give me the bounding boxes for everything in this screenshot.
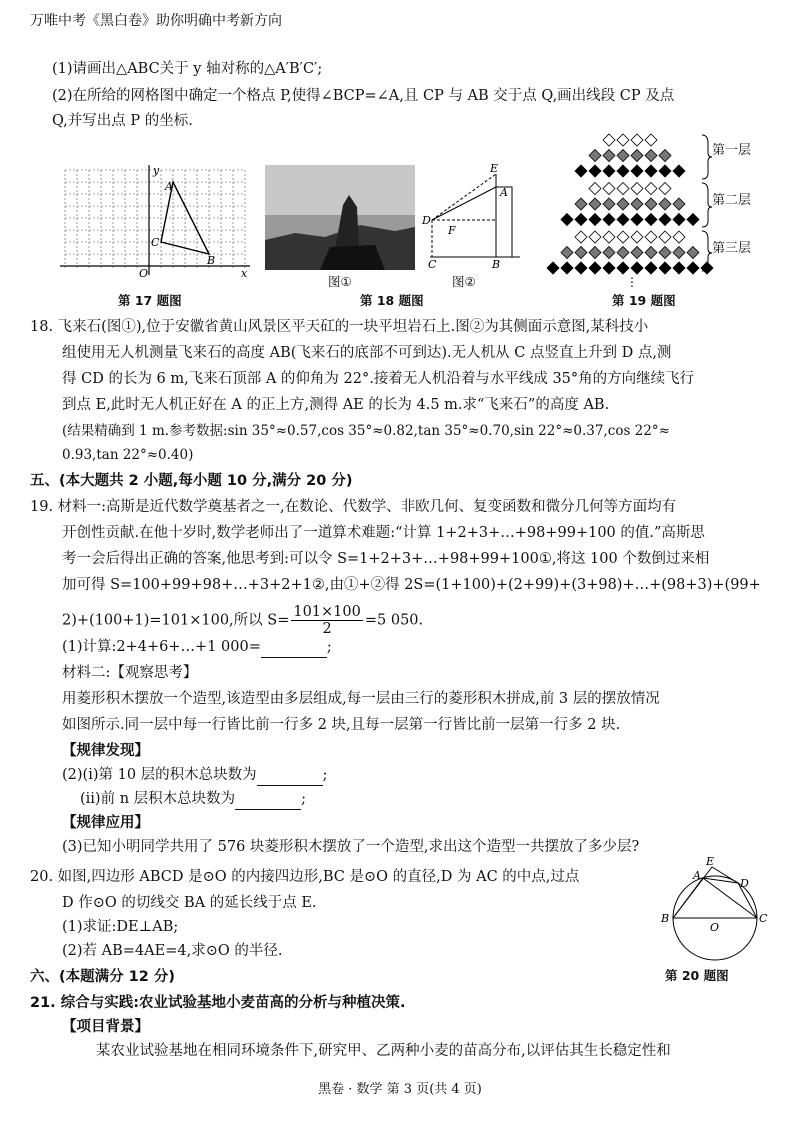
diamond-block <box>589 183 601 195</box>
diamond-block <box>659 247 671 259</box>
q20-part1: (1)求证:DE⊥AB; <box>62 919 179 935</box>
diamond-block <box>617 214 629 226</box>
fraction-numerator: 101×100 <box>293 604 361 620</box>
diamond-block <box>631 165 643 177</box>
fig19-braces <box>700 133 714 273</box>
rule-discovery-heading: 【规律发现】 <box>62 743 149 759</box>
diamond-block <box>631 150 643 162</box>
q19-part2i-text: (2)(ⅰ)第 10 层的积木总块数为 <box>62 767 257 783</box>
fig18-1-label: 图① <box>328 274 352 289</box>
q18-line2: 组使用无人机测量飞来石的高度 AB(飞来石的底部不可到达).无人机从 C 点竖直上升到 D 点,测 <box>62 345 672 361</box>
diamond-block <box>589 262 601 274</box>
q17-part2: (2)在所给的网格图中确定一个格点 P,使得∠BCP=∠A,且 CP 与 AB 交于点 Q,画出线段 CP 及点 <box>52 88 675 104</box>
diamond-block <box>631 231 643 243</box>
diamond-block <box>617 247 629 259</box>
diamond-block <box>659 231 671 243</box>
fraction-denominator: 2 <box>322 621 332 637</box>
diamond-block <box>673 262 685 274</box>
fig20-circle <box>660 855 770 965</box>
diamond-block <box>645 134 657 146</box>
diamond-block <box>617 183 629 195</box>
fig17-grid <box>55 160 255 280</box>
fig20-c: C <box>759 912 768 925</box>
diamond-block <box>687 247 699 259</box>
q21-line2: 某农业试验基地在相同环境条件下,研究甲、乙两种小麦的苗高分布,以评估其生长稳定性和 <box>96 1043 671 1059</box>
diamond-block <box>575 214 587 226</box>
fig20-b: B <box>661 912 670 925</box>
q17-part2-cont: Q,并写出点 P 的坐标. <box>52 113 193 129</box>
rule-application-heading: 【规律应用】 <box>62 815 149 831</box>
diamond-block <box>589 247 601 259</box>
fig18-b: B <box>492 258 501 271</box>
fig18-f: F <box>448 224 456 237</box>
q19-line1: 19. 材料一:高斯是近代数学奠基者之一,在数论、代数学、非欧几何、复变函数和微分几何等方面均有 <box>30 499 677 515</box>
diamond-block <box>603 262 615 274</box>
fig17-a: A <box>165 180 173 193</box>
diamond-block <box>673 165 685 177</box>
fig20-e: E <box>706 855 715 868</box>
diamond-block <box>673 198 685 210</box>
material2-line2: 如图所示.同一层中每一行皆比前一行多 2 块,且每一层第一行皆比前一层第一行多 2 块. <box>62 717 621 733</box>
diamond-block <box>659 262 671 274</box>
q19-part2ii-blank[interactable] <box>235 795 301 810</box>
q19-part2ii <box>80 788 306 810</box>
diamond-block <box>603 150 615 162</box>
diamond-block <box>575 231 587 243</box>
diamond-block <box>617 198 629 210</box>
diamond-block <box>547 262 559 274</box>
q19-part2i-end: ; <box>322 767 328 783</box>
q18-line4: 到点 E,此时无人机正好在 A 的正上方,测得 AE 的长为 4.5 m.求“飞来石”的高度 AB. <box>62 397 610 413</box>
diamond-block <box>659 165 671 177</box>
q19-part3: (3)已知小明同学共用了 576 块菱形积木摆放了一个造型,求出这个造型一共摆放了多少层? <box>62 839 640 855</box>
fig18-photo <box>265 165 415 270</box>
fig18-c: C <box>428 258 437 271</box>
diamond-block <box>631 183 643 195</box>
diamond-block <box>561 214 573 226</box>
diamond-block <box>673 231 685 243</box>
diamond-block <box>589 231 601 243</box>
diamond-block <box>659 214 671 226</box>
q17-part1: (1)请画出△ABC关于 y 轴对称的△A′B′C′; <box>52 61 323 77</box>
fig19-caption: 第 19 题图 <box>612 293 676 308</box>
diamond-block <box>645 214 657 226</box>
q19-part2ii-end: ; <box>301 791 307 807</box>
q19-line3: 考一会后得出正确的答案,他思考到:可以令 S=1+2+3+…+98+99+100①,将这 100 个数倒过来相 <box>62 551 710 567</box>
diamond-block <box>603 231 615 243</box>
fig20-o: O <box>710 921 720 934</box>
diamond-block <box>645 247 657 259</box>
fig17-x-label: x <box>241 267 248 280</box>
section5-heading: 五、(本大题共 2 小题,每小题 10 分,满分 20 分) <box>30 473 353 489</box>
q19-part1 <box>62 636 332 658</box>
fig18-e: E <box>490 162 499 175</box>
fig18-diagram <box>420 162 530 272</box>
diamond-block <box>561 247 573 259</box>
diamond-block <box>589 198 601 210</box>
fig19-layer1: 第一层 <box>712 143 752 158</box>
diamond-block <box>659 183 671 195</box>
q20-line1: 20. 如图,四边形 ABCD 是⊙O 的内接四边形,BC 是⊙O 的直径,D 为 AC 的中点,过点 <box>30 869 580 885</box>
diamond-block <box>603 214 615 226</box>
q19-part1-blank[interactable] <box>261 643 327 658</box>
project-background-heading: 【项目背景】 <box>62 1019 149 1035</box>
q19-part1-end: ; <box>326 639 332 655</box>
fig18-caption: 第 18 题图 <box>360 293 424 308</box>
diamond-block <box>687 214 699 226</box>
diamond-block <box>603 198 615 210</box>
diamond-block <box>617 165 629 177</box>
fig17-y-label: y <box>153 164 160 177</box>
diamond-block <box>631 262 643 274</box>
q18-line5: (结果精确到 1 m.参考数据:sin 35°≈0.57,cos 35°≈0.82,tan 35°≈0.70,sin 22°≈0.37,cos 22°≈ <box>62 423 670 439</box>
fig18-a: A <box>500 186 508 199</box>
diamond-block <box>589 165 601 177</box>
fig17-b: B <box>207 254 216 267</box>
section6-heading: 六、(本题满分 12 分) <box>30 969 176 985</box>
page-footer: 黑卷 · 数学 第 3 页(共 4 页) <box>318 1082 482 1097</box>
q19-part2ii-text: (ⅱ)前 n 层积木总块数为 <box>80 791 236 807</box>
fig19-diamonds <box>540 130 720 290</box>
q20-part2: (2)若 AB=4AE=4,求⊙O 的半径. <box>62 943 283 959</box>
material2-heading: 材料二:【观察思考】 <box>62 665 198 681</box>
diamond-block <box>645 198 657 210</box>
diamond-block <box>603 165 615 177</box>
q21-line1: 21. 综合与实践:农业试验基地小麦苗高的分析与种植决策. <box>30 995 406 1011</box>
q19-part2i-blank[interactable] <box>257 771 323 786</box>
diamond-block <box>603 183 615 195</box>
diamond-block <box>631 198 643 210</box>
diamond-block <box>659 150 671 162</box>
diamond-block <box>631 214 643 226</box>
diamond-block <box>617 150 629 162</box>
diamond-block <box>645 183 657 195</box>
diamond-block <box>575 165 587 177</box>
diamond-block <box>617 262 629 274</box>
diamond-block <box>673 247 685 259</box>
diamond-block <box>589 150 601 162</box>
q18-line3: 得 CD 的长为 6 m,飞来石顶部 A 的仰角为 22°.接着无人机沿着与水平线成 35°角的方向继续飞行 <box>62 371 695 387</box>
fig19-layer2: 第二层 <box>712 193 752 208</box>
fig20-caption: 第 20 题图 <box>665 968 729 983</box>
diamond-block <box>631 247 643 259</box>
diamond-block <box>561 262 573 274</box>
fig18-2-label: 图② <box>452 274 476 289</box>
diamond-block <box>603 134 615 146</box>
diamond-block <box>645 165 657 177</box>
diamond-block <box>575 262 587 274</box>
q19-part1-text: (1)计算:2+4+6+…+1 000= <box>62 639 261 655</box>
continuation-dots: ⋮ <box>626 275 638 289</box>
q19-line5-a: 2)+(100+1)=101×100,所以 S= <box>62 612 290 629</box>
fig17-c: C <box>151 236 160 249</box>
diamond-block <box>687 262 699 274</box>
fig19-layer3: 第三层 <box>712 241 752 256</box>
diamond-block <box>645 262 657 274</box>
diamond-block <box>631 134 643 146</box>
material2-line1: 用菱形积木摆放一个造型,该造型由多层组成,每一层由三行的菱形积木拼成,前 3 层的摆放情况 <box>62 691 660 707</box>
q19-part2i <box>62 764 328 786</box>
fig17-caption: 第 17 题图 <box>118 293 182 308</box>
diamond-block <box>659 198 671 210</box>
diamond-block <box>673 214 685 226</box>
diamond-block <box>645 150 657 162</box>
diamond-block <box>575 247 587 259</box>
q19-fraction <box>291 604 363 637</box>
diamond-block <box>617 134 629 146</box>
fig18-d: D <box>422 214 431 227</box>
fig20-a: A <box>693 869 701 882</box>
diamond-block <box>589 214 601 226</box>
q19-line5 <box>62 604 423 637</box>
q19-line2: 开创性贡献.在他十岁时,数学老师出了一道算术难题:“计算 1+2+3+…+98+99+100 的值.”高斯思 <box>62 525 705 541</box>
q20-line2: D 作⊙O 的切线交 BA 的延长线于点 E. <box>62 895 317 911</box>
diamond-block <box>645 231 657 243</box>
q19-line4: 加可得 S=100+99+98+…+3+2+1②,由①+②得 2S=(1+100)+(2+99)+(3+98)+…+(98+3)+(99+ <box>62 577 761 593</box>
fig20-d: D <box>740 877 749 890</box>
q18-line1: 18. 飞来石(图①),位于安徽省黄山风景区平天矼的一块平坦岩石上.图②为其侧面示意图,某科技小 <box>30 319 649 335</box>
q19-line5-b: =5 050. <box>364 612 424 629</box>
fig17-origin: O <box>139 267 149 280</box>
page-header: 万唯中考《黑白卷》助你明确中考新方向 <box>30 13 282 29</box>
diamond-block <box>575 198 587 210</box>
diamond-block <box>617 231 629 243</box>
q18-line6: 0.93,tan 22°≈0.40) <box>62 447 194 463</box>
diamond-block <box>603 247 615 259</box>
